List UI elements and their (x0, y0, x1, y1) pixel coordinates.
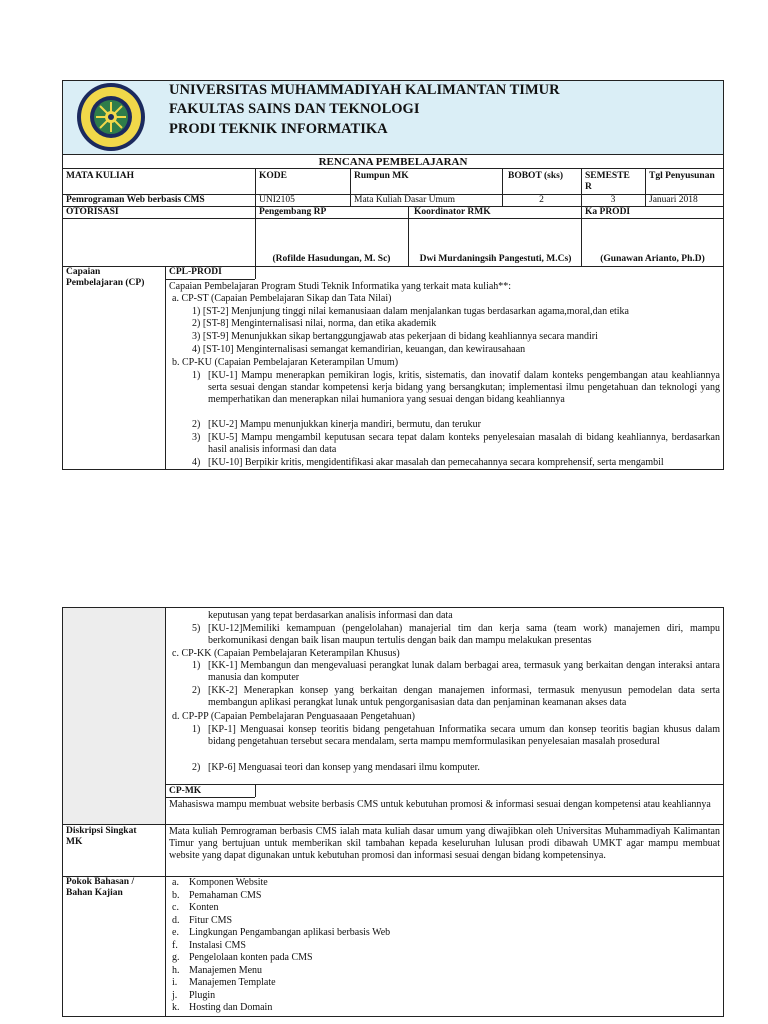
list-item: e. Lingkungan Pengambangan aplikasi berbasis Web (172, 927, 391, 938)
cp-label-2: Pembelajaran (CP) (66, 278, 145, 288)
pokok-label-1: Pokok Bahasan / (66, 877, 135, 887)
document-title: RENCANA PEMBELAJARAN (318, 156, 468, 168)
list-item: g. Pengelolaan konten pada CMS (172, 952, 313, 963)
university-name: UNIVERSITAS MUHAMMADIYAH KALIMANTAN TIMUR (169, 82, 560, 98)
cp-st-item: 2) [ST-8] Menginternalisasi nilai, norma, dan etika akademik (192, 318, 437, 329)
cp-kk-item: 1) [KK-1] Membangun dan mengevaluasi perangkat lunak dalam berbagai area, termasuk yang berkaitan dengan interaksi antara manusia dan komputer (192, 660, 720, 683)
cp-st-item: 3) [ST-9] Menunjukkan sikap bertanggungjawab atas pekerjaan di bidang keahliannya secara mandiri (192, 331, 598, 342)
course-name: Pemrograman Web berbasis CMS (66, 195, 205, 205)
list-item: k. Hosting dan Domain (172, 1002, 273, 1013)
cp-ku-item: 1) [KU-1] Mampu menerapkan pemikiran logis, kritis, sistematis, dan inovatif dalam konteks pengembangan atau keahliannya serta sesuai dengan standar kompetensi kerja bidang yang bersangkutan; implementasi ilmu pengetahuan dan teknologi yang memperhatikan dan menerapkan nilai humaniora yang sesuai dengan bidang keahliannya (192, 370, 720, 405)
cp-ku-item: 4) [KU-10] Berpikir kritis, mengidentifikasi akar masalah dan pemecahannya secara komprehensif, serta mengambil (192, 457, 664, 468)
pokok-label-2: Bahan Kajian (66, 888, 123, 898)
otorisasi-label: OTORISASI (66, 207, 119, 217)
cp-ku-item: 2) [KU-2] Mampu menunjukkan kinerja mandiri, bermutu, dan terukur (192, 419, 481, 430)
cp-ku-heading: b. CP-KU (Capaian Pembelajaran Keterampilan Umum) (172, 357, 399, 368)
col-semester-1: SEMESTE (585, 171, 630, 181)
faculty-name: FAKULTAS SAINS DAN TEKNOLOGI (169, 101, 420, 117)
cp-st-item: 1) [ST-2] Menjunjung tinggi nilai kemanusiaan dalam menjalankan tugas berdasarkan agama,moral,dan etika (192, 306, 629, 317)
col-tgl: Tgl Penyusunan (649, 171, 715, 181)
list-item: i. Manajemen Template (172, 977, 276, 988)
cpmk-label: CP-MK (169, 786, 202, 796)
cp-label-1: Capaian (66, 267, 101, 277)
list-item: d. Fitur CMS (172, 914, 233, 926)
cp-pp-item: 1) [KP-1] Menguasai konsep teoritis bidang pengetahuan Informatika secara umum dan konsep teoritis bagian khusus dalam bidang pengetahuan tersebut secara mendalam, serta mampu memformulasikan penyelesaian masalah prosedural (192, 724, 720, 747)
list-item: b. Pemahaman CMS (172, 889, 262, 901)
col-rumpun: Rumpun MK (354, 171, 409, 181)
cp-ku-item: 5) [KU-12]Memiliki kemampuan (pengelolahan) manajerial tim dan kerja sama (team work) manajemen diri, mampu berkomunikasi dengan baik lisan maupun tertulis dengan baik dan mampu melakukan presentas (192, 623, 720, 646)
cp-pp-heading: d. CP-PP (Capaian Pembelajaran Penguasaaan Pengetahuan) (172, 711, 415, 722)
cp-kk-heading: c. CP-KK (Capaian Pembelajaran Keterampilan Khusus) (172, 648, 400, 659)
col-kode: KODE (259, 171, 287, 181)
cp-kk-item: 2) [KK-2] Menerapkan konsep yang berkaitan dengan manajemen informasi, termasuk menyusun pemodelan data serta membangun aplikasi perangkat lunak untuk pengorganisasian data dan penjaminan keamanan akses data (192, 685, 720, 708)
deskripsi-label-1: Diskripsi Singkat (66, 826, 137, 836)
kaprodi-label: Ka PRODI (585, 207, 631, 217)
course-semester: 3 (610, 195, 616, 205)
pengembang-name: (Rofilde Hasudungan, M. Sc) (272, 254, 391, 264)
cp-ku-item: 3) [KU-5] Mampu mengambil keputusan secara tepat dalam konteks penyelesaian masalah di bidang keahliannya, berdasarkan hasil analisis informasi dan data (192, 432, 720, 455)
deskripsi-text: Mata kuliah Pemrograman berbasis CMS ialah mata kuliah dasar umum yang diwajibkan oleh Universitas Muhammadiyah Kalimantan Timur yang bertujuan untuk memberikan skil tambahan kepada keseluruhan lulusan prodi dibawah UMKT agar mampu membuat website yang dapat digunakan untuk kebutuhan promosi dan informasi sesuai dengan bidang kompetensinya. (169, 826, 720, 861)
deskripsi-label-2: MK (66, 837, 83, 847)
col-mata-kuliah: MATA KULIAH (66, 171, 134, 181)
course-rumpun: Mata Kuliah Dasar Umum (354, 195, 456, 205)
ku-continuation: keputusan yang tepat berdasarkan analisis informasi dan data (208, 610, 453, 621)
cp-st-heading: a. CP-ST (Capaian Pembelajaran Sikap dan Tata Nilai) (172, 293, 392, 304)
course-bobot: 2 (539, 195, 544, 205)
list-item: h. Manajemen Menu (172, 964, 263, 976)
list-item: f. Instalasi CMS (172, 939, 246, 951)
cp-intro: Capaian Pembelajaran Program Studi Teknik Informatika yang terkait mata kuliah**: (169, 281, 512, 292)
koordinator-name: Dwi Murdaningsih Pangestuti, M.Cs) (419, 254, 572, 264)
pengembang-label: Pengembang RP (259, 207, 327, 217)
prodi-name: PRODI TEKNIK INFORMATIKA (169, 121, 388, 137)
list-item: j. Plugin (172, 989, 216, 1001)
koordinator-label: Koordinator RMK (414, 207, 491, 217)
grey-block (63, 608, 165, 824)
course-tgl: Januari 2018 (649, 195, 698, 205)
cpmk-text: Mahasiswa mampu membuat website berbasis CMS untuk kebutuhan promosi & informasi sesuai dengan kompetensi atau keahliannya (169, 799, 711, 810)
col-bobot: BOBOT (sks) (508, 171, 563, 181)
cp-st-item: 4) [ST-10] Menginternalisasi semangat kemandirian, keuangan, dan kewirausahaan (192, 344, 526, 355)
cp-pp-item: 2) [KP-6] Menguasai teori dan konsep yang mendasari ilmu komputer. (192, 762, 480, 773)
list-item: c. Konten (172, 902, 219, 913)
kaprodi-name: (Gunawan Arianto, Ph.D) (600, 254, 705, 264)
col-semester-2: R (585, 182, 592, 192)
list-item: a. Komponen Website (172, 877, 268, 888)
course-code: UNI2105 (259, 195, 295, 205)
cpl-prodi-label: CPL-PRODI (169, 267, 222, 277)
